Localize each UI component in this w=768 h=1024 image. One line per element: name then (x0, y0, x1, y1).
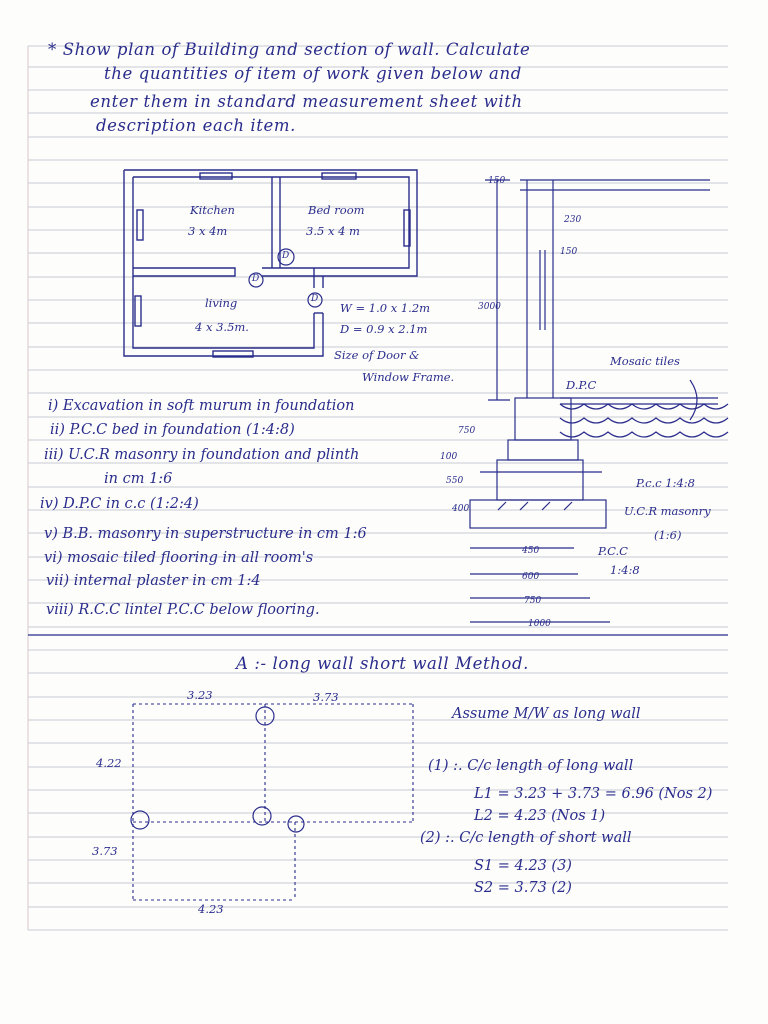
item-5: v) B.B. masonry in superstructure in cm 1:6 (44, 526, 367, 542)
door-label-2: D (252, 274, 260, 284)
label-mosaic-tiles: Mosaic tiles (610, 354, 680, 368)
door-label-1: D (282, 251, 290, 261)
item-4: iv) D.P.C in c.c (1:2:4) (40, 496, 199, 512)
door-size: D = 0.9 x 2.1m (340, 322, 428, 336)
dim-600: 600 (522, 572, 540, 582)
dim-150-top: 150 (488, 176, 506, 186)
label-ucr-ratio: (1:6) (654, 528, 682, 542)
calc-step-1: (1) :. C/c length of long wall (428, 758, 634, 774)
room-size-kitchen: 3 x 4m (188, 224, 228, 238)
dim-230: 230 (564, 215, 582, 225)
heading-line-1: * Show plan of Building and section of wall. Calculate (48, 40, 531, 59)
label-pcc-148: P.c.c 1:4:8 (636, 476, 695, 490)
calc-l2: L2 = 4.23 (Nos 1) (474, 808, 606, 824)
room-size-bedroom: 3.5 x 4 m (306, 224, 360, 238)
diagram-dim-323: 3.23 (187, 688, 213, 702)
item-7: vii) internal plaster in cm 1:4 (46, 573, 261, 589)
heading-line-3: enter them in standard measurement sheet with (90, 92, 523, 111)
room-label-bedroom: Bed room (308, 203, 365, 217)
calc-l1: L1 = 3.23 + 3.73 = 6.96 (Nos 2) (474, 786, 713, 802)
dim-750-base: 750 (524, 596, 542, 606)
item-3: iii) U.C.R masonry in foundation and plinth (44, 447, 360, 463)
diagram-dim-422: 4.22 (96, 756, 122, 770)
dim-100: 100 (440, 452, 458, 462)
calc-s1: S1 = 4.23 (3) (474, 858, 572, 874)
dim-150-lintel: 150 (560, 247, 578, 257)
dim-1000: 1000 (528, 619, 551, 629)
dim-550: 550 (446, 476, 464, 486)
diagram-dim-373-left: 3.73 (92, 844, 118, 858)
label-pcc-ratio: 1:4:8 (610, 563, 640, 577)
item-8: viii) R.C.C lintel P.C.C below flooring. (46, 602, 320, 618)
dim-400: 400 (452, 504, 470, 514)
frame-note-2: Window Frame. (362, 370, 455, 384)
label-pcc: P.C.C (598, 544, 628, 558)
dim-750: 750 (458, 426, 476, 436)
item-1: i) Excavation in soft murum in foundation (48, 398, 355, 414)
item-3-cont: in cm 1:6 (104, 471, 173, 487)
label-ucr-masonry: U.C.R masonry (624, 504, 711, 518)
calc-s2: S2 = 3.73 (2) (474, 880, 572, 896)
item-2: ii) P.C.C bed in foundation (1:4:8) (50, 422, 295, 438)
item-6: vi) mosaic tiled flooring in all room's (44, 550, 314, 566)
room-size-living: 4 x 3.5m. (195, 320, 249, 334)
calc-assume: Assume M/W as long wall (452, 706, 641, 722)
window-size: W = 1.0 x 1.2m (340, 301, 431, 315)
door-label-3: D (311, 294, 319, 304)
heading-line-2: the quantities of item of work given below and (104, 64, 522, 83)
room-label-living: living (205, 296, 238, 310)
frame-note-1: Size of Door & (334, 348, 420, 362)
diagram-dim-423: 4.23 (198, 902, 224, 916)
heading-line-4: description each item. (96, 116, 296, 135)
centre-line-diagram (133, 704, 413, 900)
dim-450: 450 (522, 546, 540, 556)
room-label-kitchen: Kitchen (190, 203, 235, 217)
dim-3000: 3000 (478, 302, 501, 312)
label-dpc: D.P.C (566, 378, 597, 392)
diagram-dim-373-top: 3.73 (313, 690, 339, 704)
calc-step-2: (2) :. C/c length of short wall (420, 830, 632, 846)
method-heading: A :- long wall short wall Method. (236, 654, 529, 673)
